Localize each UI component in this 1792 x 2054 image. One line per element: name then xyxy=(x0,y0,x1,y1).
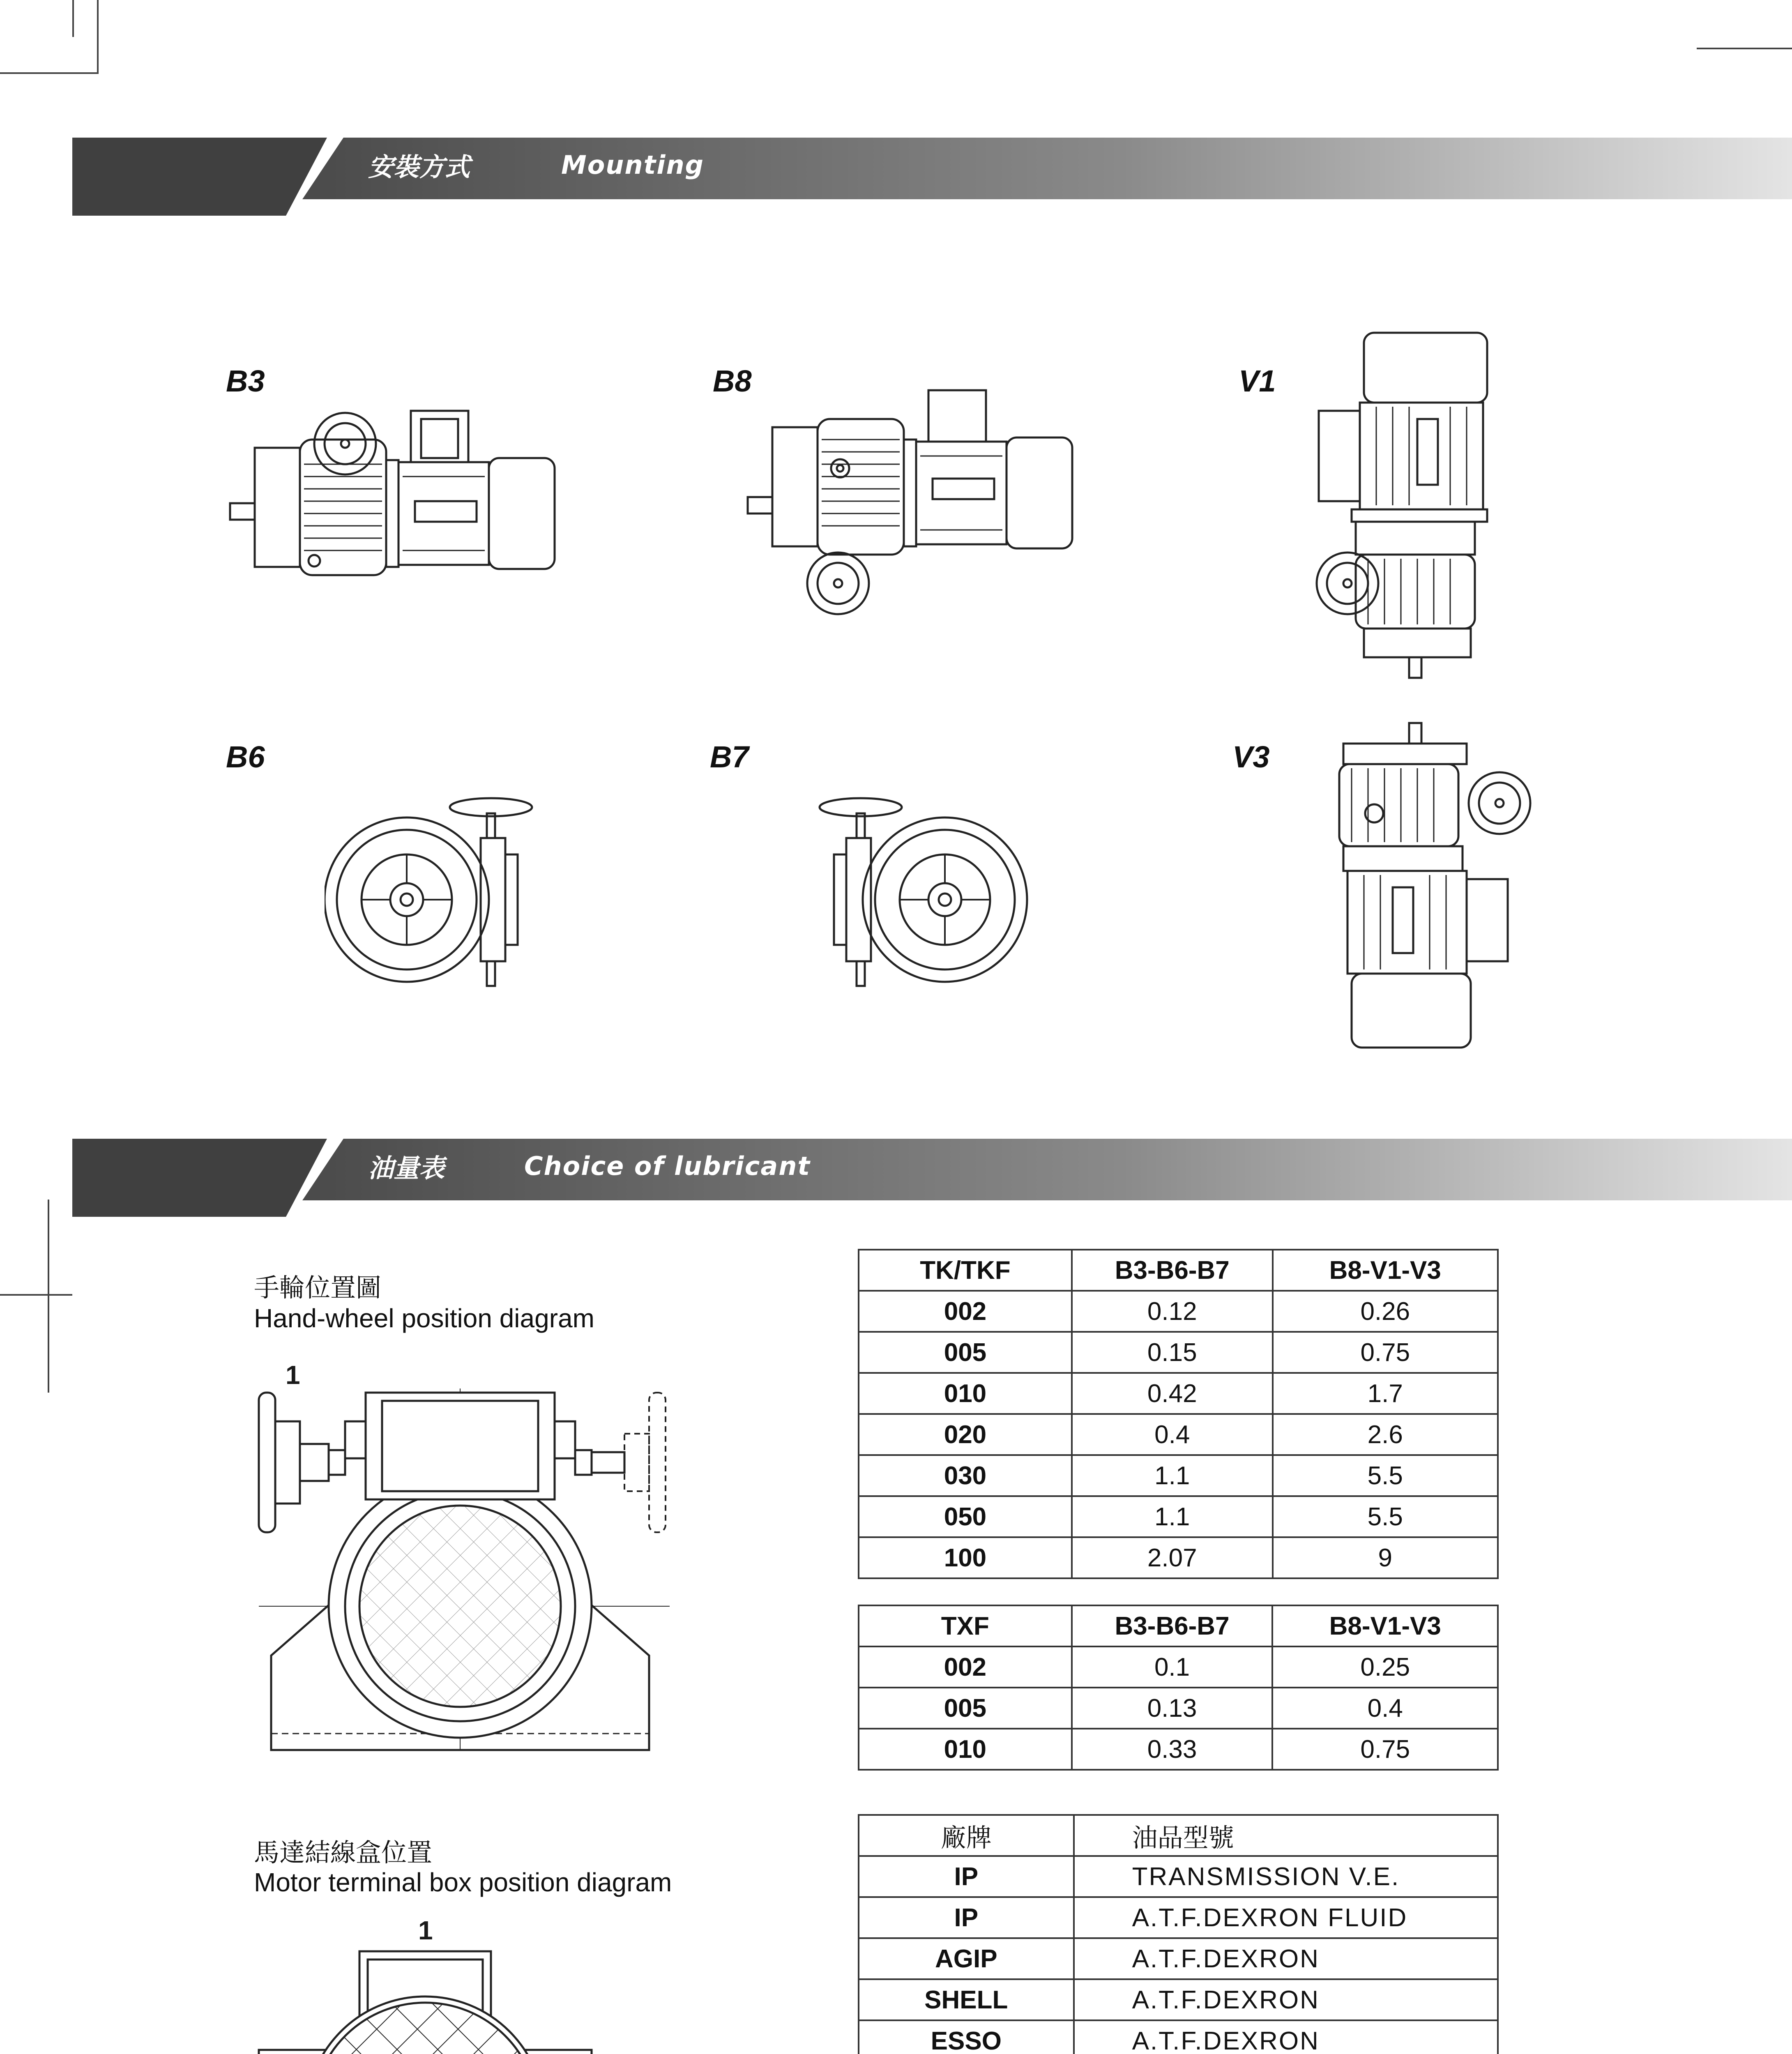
mounting-label-b8: B8 xyxy=(713,364,752,398)
section-title-zh: 安裝方式 xyxy=(368,152,470,182)
section-banner-mounting xyxy=(72,138,1792,199)
table-row xyxy=(859,1646,1498,1688)
handwheel-caption-en: Hand-wheel position diagram xyxy=(254,1303,594,1333)
table-cell: 0.1 xyxy=(1072,1646,1273,1688)
terminal-position-1: 1 xyxy=(418,1916,433,1945)
crop-mark xyxy=(1697,48,1792,49)
table-cell: 2.6 xyxy=(1273,1414,1498,1455)
table-row xyxy=(859,2020,1498,2054)
section-title-zh: 油量表 xyxy=(368,1153,445,1183)
section-banner-lubricant xyxy=(72,1139,1792,1200)
table-cell: 1.1 xyxy=(1072,1496,1273,1537)
handwheel-position-1: 1 xyxy=(286,1360,300,1390)
table-cell: 5.5 xyxy=(1273,1496,1498,1537)
terminal-caption-en: Motor terminal box position diagram xyxy=(254,1867,672,1897)
table-cell: A.T.F.DEXRON xyxy=(1074,2020,1498,2054)
table-header-row xyxy=(859,1250,1498,1291)
crop-mark xyxy=(0,72,99,74)
table-cell: A.T.F.DEXRON xyxy=(1074,1938,1498,1979)
table-row xyxy=(859,1332,1498,1373)
mounting-label-v1: V1 xyxy=(1239,364,1276,398)
table-cell: 0.15 xyxy=(1072,1332,1273,1373)
table-row xyxy=(859,1729,1498,1770)
table-cell: ESSO xyxy=(859,2020,1074,2054)
table-header: B3-B6-B7 xyxy=(1072,1250,1273,1291)
table-cell: 1.7 xyxy=(1273,1373,1498,1414)
mounting-label-b6: B6 xyxy=(226,740,265,774)
tk-tkf-oil-table xyxy=(858,1249,1499,1579)
table-cell: 0.42 xyxy=(1072,1373,1273,1414)
handwheel-caption-zh: 手輪位置圖 xyxy=(254,1273,382,1303)
v3-mounting-drawing xyxy=(1327,715,1557,1072)
table-header: TK/TKF xyxy=(859,1250,1072,1291)
mounting-label-b3: B3 xyxy=(226,364,265,398)
b7-mounting-drawing xyxy=(805,789,1035,994)
table-cell: 0.25 xyxy=(1272,1646,1498,1688)
section-title-en: Choice of lubricant xyxy=(524,1151,811,1181)
table-cell: A.T.F.DEXRON FLUID xyxy=(1074,1897,1498,1938)
table-header-row xyxy=(859,1815,1498,1856)
table-cell: 1.1 xyxy=(1072,1455,1273,1496)
table-cell: 0.12 xyxy=(1072,1291,1273,1332)
table-cell: IP xyxy=(859,1856,1074,1897)
terminal-box-position-diagram xyxy=(255,1947,600,2054)
table-cell: 002 xyxy=(859,1646,1072,1688)
section-title-en: Mounting xyxy=(561,150,704,180)
table-row xyxy=(859,1373,1498,1414)
table-cell: 0.33 xyxy=(1072,1729,1273,1770)
table-cell: 010 xyxy=(859,1729,1072,1770)
table-row xyxy=(859,1496,1498,1537)
crop-mark xyxy=(97,0,99,74)
table-header: B8-V1-V3 xyxy=(1272,1605,1498,1646)
table-row xyxy=(859,1291,1498,1332)
handwheel-position-diagram xyxy=(246,1368,682,1775)
table-header: TXF xyxy=(859,1605,1072,1646)
crop-mark xyxy=(0,1294,72,1296)
b3-mounting-drawing xyxy=(222,394,592,608)
table-header: 油品型號 xyxy=(1074,1815,1498,1856)
table-row xyxy=(859,1455,1498,1496)
b6-mounting-drawing xyxy=(325,789,555,994)
table-header-row xyxy=(859,1605,1498,1646)
mounting-label-v3: V3 xyxy=(1232,740,1270,774)
table-cell: 5.5 xyxy=(1273,1455,1498,1496)
table-cell: 0.4 xyxy=(1072,1414,1273,1455)
table-cell: 0.4 xyxy=(1272,1688,1498,1729)
table-cell: 9 xyxy=(1273,1537,1498,1578)
table-row xyxy=(859,1537,1498,1578)
table-cell: 0.75 xyxy=(1272,1729,1498,1770)
table-cell: 010 xyxy=(859,1373,1072,1414)
table-cell: A.T.F.DEXRON xyxy=(1074,1979,1498,2020)
table-cell: 100 xyxy=(859,1537,1072,1578)
table-cell: AGIP xyxy=(859,1938,1074,1979)
oil-brand-table xyxy=(858,1814,1499,2054)
table-cell: SHELL xyxy=(859,1979,1074,2020)
table-cell: 050 xyxy=(859,1496,1072,1537)
b8-mounting-drawing xyxy=(739,386,1109,641)
crop-mark xyxy=(72,0,74,37)
table-header: B8-V1-V3 xyxy=(1273,1250,1498,1291)
table-cell: 020 xyxy=(859,1414,1072,1455)
terminal-caption-zh: 馬達結線盒位置 xyxy=(254,1838,433,1867)
txf-oil-table xyxy=(858,1605,1499,1771)
table-cell: 2.07 xyxy=(1072,1537,1273,1578)
table-cell: 030 xyxy=(859,1455,1072,1496)
table-row xyxy=(859,1414,1498,1455)
table-header: 廠牌 xyxy=(859,1815,1074,1856)
table-cell: TRANSMISSION V.E. xyxy=(1074,1856,1498,1897)
table-cell: 002 xyxy=(859,1291,1072,1332)
table-row xyxy=(859,1938,1498,1979)
table-header: B3-B6-B7 xyxy=(1072,1605,1273,1646)
table-row xyxy=(859,1897,1498,1938)
table-cell: 0.26 xyxy=(1273,1291,1498,1332)
table-cell: 0.13 xyxy=(1072,1688,1273,1729)
table-cell: 0.75 xyxy=(1273,1332,1498,1373)
table-cell: 005 xyxy=(859,1688,1072,1729)
table-row xyxy=(859,1856,1498,1897)
table-cell: IP xyxy=(859,1897,1074,1938)
v1-mounting-drawing xyxy=(1294,329,1541,682)
mounting-label-b7: B7 xyxy=(710,740,749,774)
table-row xyxy=(859,1979,1498,2020)
crop-mark xyxy=(48,1200,49,1393)
table-row xyxy=(859,1688,1498,1729)
table-cell: 005 xyxy=(859,1332,1072,1373)
